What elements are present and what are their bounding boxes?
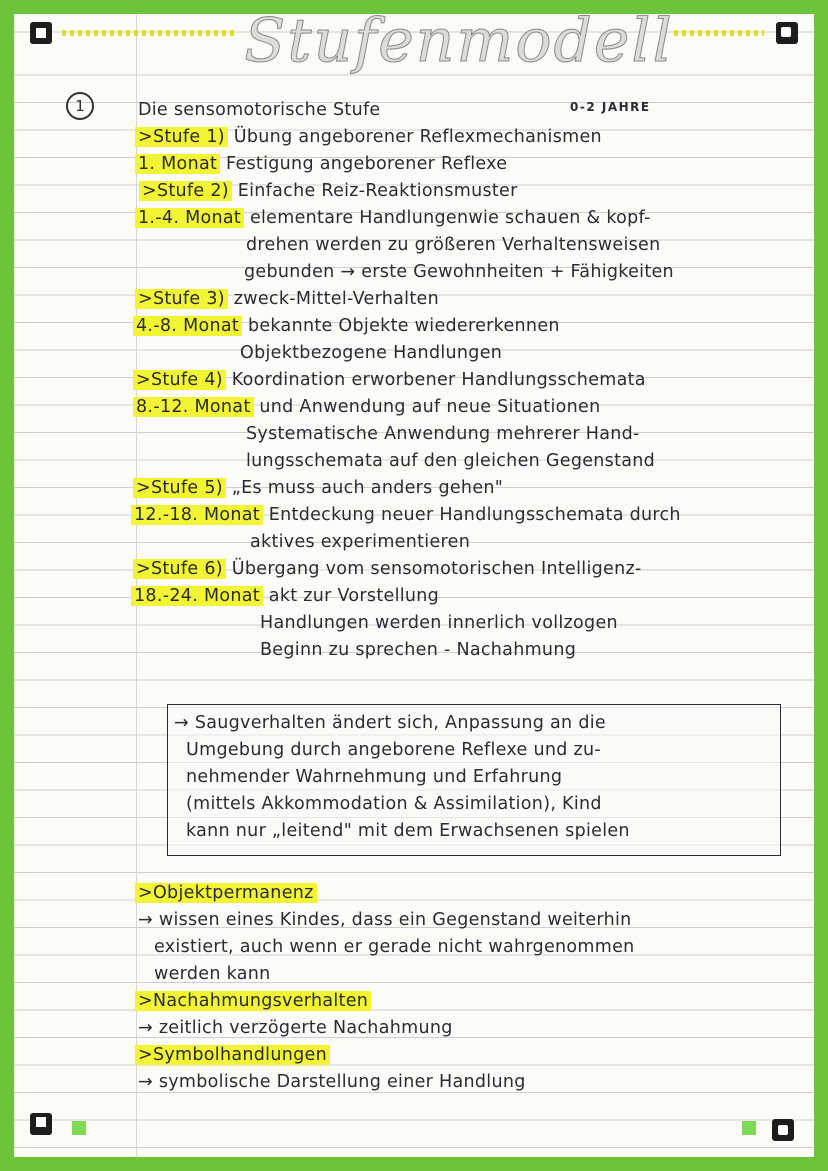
stage-tag: >Stufe 2) [139,181,232,201]
corner-bracket-top-left-icon [30,22,52,44]
stage-line [260,640,576,660]
section-number: 1 [66,92,94,120]
stage-line [246,424,640,444]
stage-line [138,154,507,174]
stage-text: Koordination erworbener Handlungsschemata [231,370,646,390]
stage-line [240,343,502,363]
stage-line [136,397,600,417]
stage-text: drehen werden zu größeren Verhaltensweisen [246,235,661,255]
stage-text: Übung angeborener Reflexmechanismen [233,127,602,147]
stage-line [260,613,618,633]
note-heading: >Objektpermanenz [138,883,317,903]
stage-line [250,532,470,552]
stage-line [134,505,681,525]
stage-text: Beginn zu sprechen - Nachahmung [260,640,577,660]
section-heading: Die sensomotorische Stufe [138,100,381,120]
age-range: 0-2 JAHRE [570,100,651,114]
stage-text: zweck-Mittel-Verhalten [233,289,439,309]
stage-text: Systematische Anwendung mehrerer Hand- [246,424,640,444]
stage-text: Einfache Reiz-Reaktionsmuster [237,181,518,201]
stage-tag: >Stufe 3) [135,289,228,309]
stage-text: aktives experimentieren [250,532,471,552]
note-line: werden kann [154,964,271,984]
stage-line [136,559,642,579]
note-heading: >Symbolhandlungen [138,1045,330,1065]
green-square-icon [742,1121,756,1135]
stage-text: bekannte Objekte wiedererkennen [247,316,560,336]
stage-text: Handlungen werden innerlich vollzogen [260,613,618,633]
box-line: → Saugverhalten ändert sich, Anpassung an die [174,713,606,733]
page-title: Stufenmodell [244,14,674,76]
stage-line [244,262,674,282]
note-line: → symbolische Darstellung einer Handlung [138,1072,526,1092]
stage-tag: >Stufe 6) [133,559,226,579]
stage-line [246,235,660,255]
month-tag: 18.-24. Monat [131,586,263,606]
month-tag: 4.-8. Monat [133,316,242,336]
stage-text: elementare Handlungenwie schauen & kopf- [249,208,651,228]
stage-text: und Anwendung auf neue Situationen [259,397,601,417]
stage-line [134,586,439,606]
corner-bracket-bottom-right-icon [772,1119,794,1141]
stage-text: Festigung angeborener Reflexe [226,154,508,174]
stage-text: gebunden → erste Gewohnheiten + Fähigkeiten [244,262,674,282]
stage-text: Entdeckung neuer Handlungsschemata durch [268,505,681,525]
box-line: kann nur „leitend" mit dem Erwachsenen spielen [186,821,630,841]
stage-line [138,127,602,147]
stage-tag: >Stufe 1) [135,127,228,147]
box-line: nehmender Wahrnehmung und Erfahrung [186,767,563,787]
month-tag: 1.-4. Monat [135,208,244,228]
corner-bracket-bottom-left-icon [30,1113,52,1135]
corner-bracket-top-right-icon [776,22,798,44]
green-square-icon [72,1121,86,1135]
stage-line [136,478,503,498]
note-line: → zeitlich verzögerte Nachahmung [138,1018,453,1038]
stage-text: Übergang vom sensomotorischen Intelligenz- [231,559,642,579]
stage-line [138,289,439,309]
note-line: existiert, auch wenn er gerade nicht wahrgenommen [154,937,635,957]
month-tag: 8.-12. Monat [133,397,254,417]
stage-line [136,370,646,390]
stage-text: Objektbezogene Handlungen [240,343,503,363]
stage-line [142,181,518,201]
notebook-page [14,14,814,1157]
stage-line [138,208,651,228]
box-line: Umgebung durch angeborene Reflexe und zu- [186,740,601,760]
stage-line [136,316,560,336]
month-tag: 12.-18. Monat [131,505,263,525]
stage-text: akt zur Vorstellung [268,586,440,606]
dotted-decoration [62,30,238,36]
box-line: (mittels Akkommodation & Assimilation), Kind [186,794,602,814]
note-heading: >Nachahmungsverhalten [138,991,371,1011]
stage-tag: >Stufe 4) [133,370,226,390]
stage-line [246,451,655,471]
month-tag: 1. Monat [135,154,220,174]
stage-text: „Es muss auch anders gehen" [231,478,504,498]
note-line: → wissen eines Kindes, dass ein Gegenstand weiterhin [138,910,632,930]
stage-tag: >Stufe 5) [133,478,226,498]
stage-text: lungsschemata auf den gleichen Gegenstand [246,451,656,471]
